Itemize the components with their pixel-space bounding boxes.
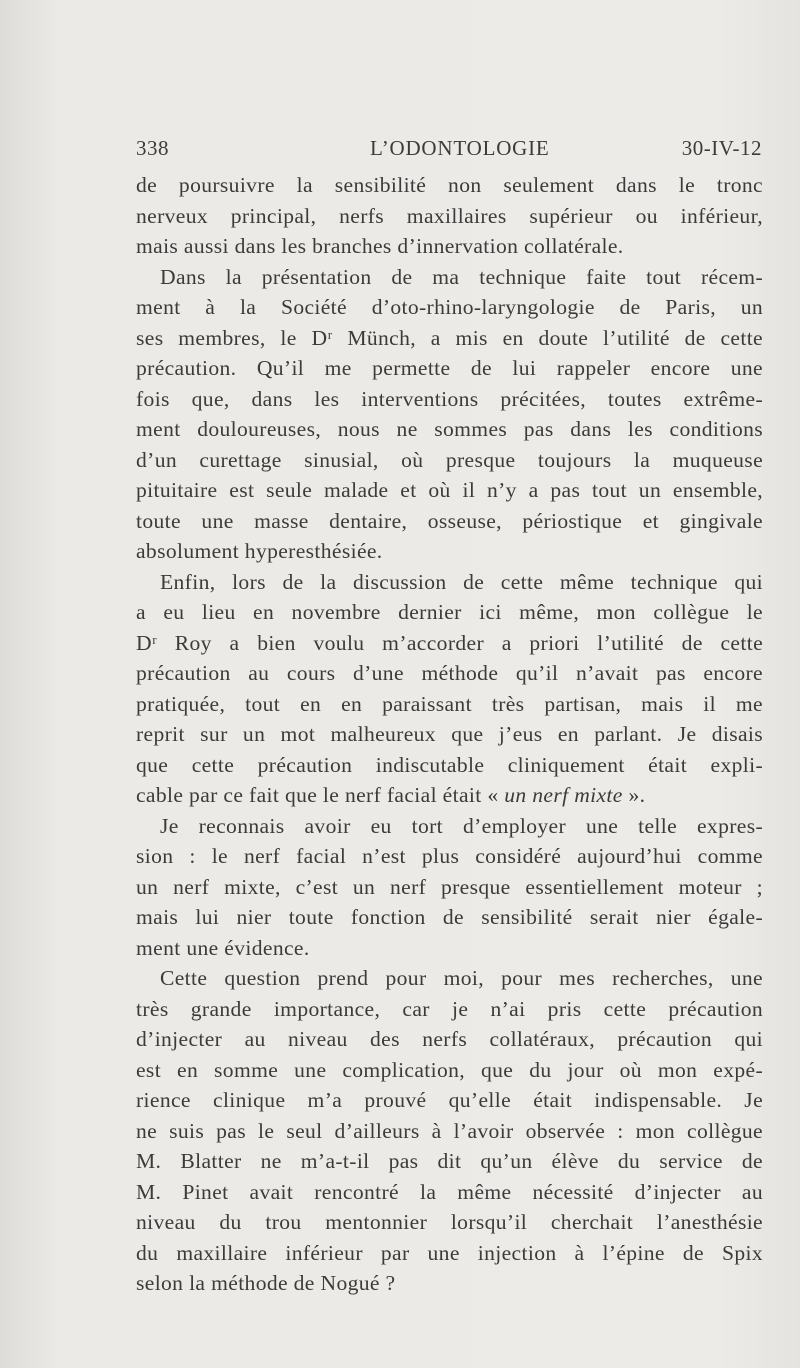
text-line <box>136 780 763 811</box>
text-line: que cette précaution indiscutable cliniquement était expli- <box>136 752 763 777</box>
text-line: pratiquée, tout en en paraissant très partisan, mais il me <box>136 691 763 716</box>
text-line: ment à la Société d’oto-rhino-laryngologie de Paris, un <box>136 295 763 319</box>
journal-title: L’ODONTOLOGIE <box>370 136 550 160</box>
text-line: Dʳ Roy a bien voulu m’accorder a priori l’utilité de cette <box>136 630 763 655</box>
text-line: pituitaire est seule malade et où il n’y a pas tout un ensemble, <box>136 478 763 502</box>
paragraph-5 <box>136 963 763 1299</box>
text-line: ment une évidence. <box>136 935 310 960</box>
text-line: Enfin, lors de la discussion de cette même technique qui <box>160 569 763 594</box>
text-line: nerveux principal, nerfs maxillaires supérieur ou inférieur, <box>136 203 763 228</box>
paragraph-4 <box>136 811 763 964</box>
text-line: mais aussi dans les branches d’innervation collatérale. <box>136 234 624 258</box>
text-line: très grande importance, car je n’ai pris cette précaution <box>136 996 763 1021</box>
text-line: Dans la présentation de ma technique faite tout récem- <box>160 264 763 289</box>
text-line: M. Blatter ne m’a-t-il pas dit qu’un élève du service de <box>136 1149 763 1173</box>
text-span: ». <box>622 783 646 807</box>
text-line: précaution. Qu’il me permette de lui rappeler encore une <box>136 356 763 380</box>
text-line: ne suis pas le seul d’ailleurs à l’avoir observée : mon collègue <box>136 1118 763 1143</box>
text-line: du maxillaire inférieur par une injection à l’épine de Spix <box>136 1240 763 1265</box>
text-line: Je reconnais avoir eu tort d’employer une telle expres- <box>160 813 763 838</box>
text-line: de poursuivre la sensibilité non seulement dans le tronc <box>136 173 763 197</box>
text-line: mais lui nier toute fonction de sensibilité serait nier égale- <box>136 905 763 929</box>
paragraph-3 <box>136 567 763 811</box>
text-line: d’injecter au niveau des nerfs collatéraux, précaution qui <box>136 1027 763 1051</box>
text-line: fois que, dans les interventions précitées, toutes extrême- <box>136 386 763 411</box>
paragraph-2 <box>136 262 763 567</box>
running-header <box>136 136 764 166</box>
text-line: toute une masse dentaire, osseuse, périostique et gingivale <box>136 508 763 533</box>
text-line: est en somme une complication, que du jour où mon expé- <box>136 1057 763 1082</box>
text-line: selon la méthode de Nogué ? <box>136 1271 396 1295</box>
text-line: reprit sur un mot malheureux que j’eus en parlant. Je disais <box>136 722 763 746</box>
text-line: précaution au cours d’une méthode qu’il n’avait pas encore <box>136 661 763 685</box>
page-number: 338 <box>136 136 169 160</box>
text-span: cable par ce fait que le nerf facial était « <box>136 783 505 807</box>
article-body <box>136 170 763 1299</box>
text-line: a eu lieu en novembre dernier ici même, mon collègue le <box>136 600 763 624</box>
text-line: sion : le nerf facial n’est plus considéré aujourd’hui comme <box>136 844 763 868</box>
text-line: un nerf mixte, c’est un nerf presque essentiellement moteur ; <box>136 874 763 899</box>
text-line: ses membres, le Dʳ Münch, a mis en doute l’utilité de cette <box>136 325 763 350</box>
issue-date: 30-IV-12 <box>681 136 762 160</box>
text-line: d’un curettage sinusial, où presque toujours la muqueuse <box>136 447 763 472</box>
italic-phrase: un nerf mixte <box>504 783 623 807</box>
paragraph-1 <box>136 170 763 262</box>
text-line: Cette question prend pour moi, pour mes recherches, une <box>160 966 763 990</box>
text-line: ment douloureuses, nous ne sommes pas dans les conditions <box>136 417 763 441</box>
text-line: rience clinique m’a prouvé qu’elle était indispensable. Je <box>136 1088 763 1112</box>
text-line: niveau du trou mentonnier lorsqu’il cherchait l’anesthésie <box>136 1210 763 1234</box>
text-line: absolument hyperesthésiée. <box>136 539 383 563</box>
text-line: M. Pinet avait rencontré la même nécessité d’injecter au <box>136 1179 763 1204</box>
